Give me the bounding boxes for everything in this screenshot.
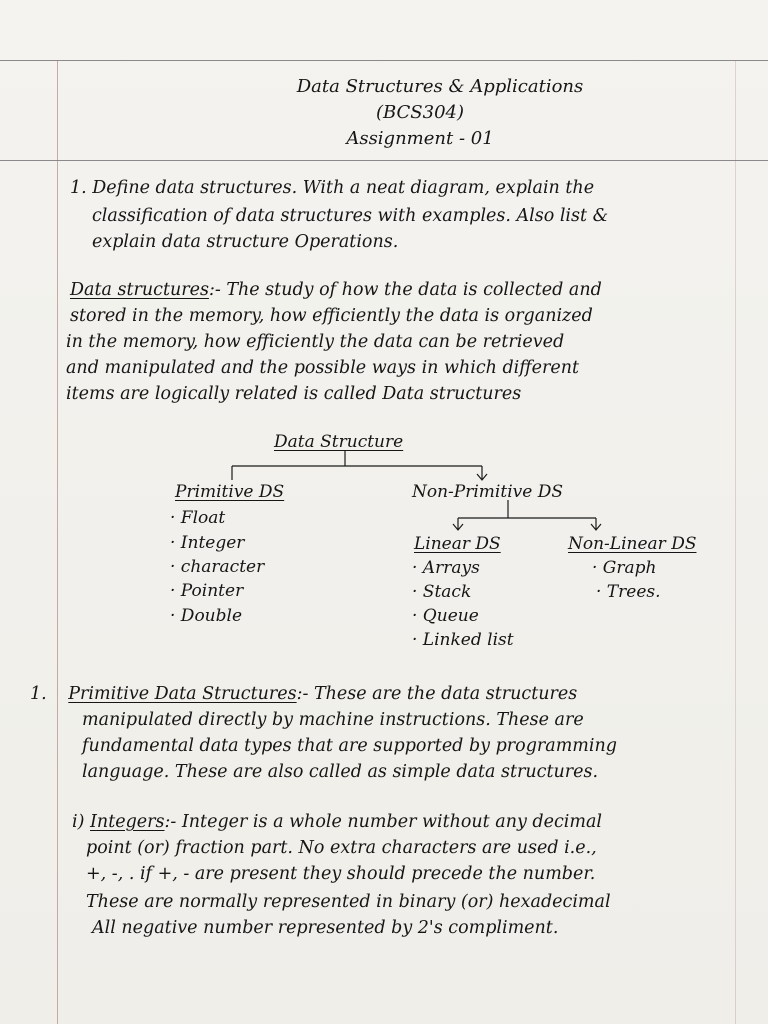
diagram-primitive: Primitive DS <box>175 482 285 502</box>
non-linear-item: · Trees. <box>596 582 661 602</box>
definition-term: Data structures <box>70 280 209 300</box>
primitive-section-line-2: manipulated directly by machine instructions. These are <box>82 710 584 730</box>
definition-line-3: in the memory, how efficiently the data can be retrieved <box>66 332 565 352</box>
integers-line-1 <box>72 814 602 832</box>
question-line-1: 1. Define data structures. With a neat diagram, explain the <box>70 178 595 198</box>
page-title: Data Structures & Applications <box>296 76 584 97</box>
primitive-section-term: Primitive Data Structures <box>68 684 297 704</box>
integers-marker: i) <box>72 812 85 832</box>
question-line-2: classification of data structures with examples. Also list & <box>92 206 609 226</box>
primitive-section-line-1 <box>30 686 577 704</box>
diagram-non-primitive: Non-Primitive DS <box>412 482 563 502</box>
definition-line-2: stored in the memory, how efficiently the data is organized <box>70 306 593 326</box>
integers-line-5: All negative number represented by 2's compliment. <box>92 918 559 938</box>
primitive-item: · Double <box>170 606 243 626</box>
definition-line-4: and manipulated and the possible ways in which different <box>66 358 580 378</box>
integers-line-4: These are normally represented in binary (or) hexadecimal <box>86 892 611 912</box>
primitive-section-line-4: language. These are also called as simple data structures. <box>82 762 599 782</box>
primitive-item: · Pointer <box>170 581 244 601</box>
primitive-section-line-3: fundamental data types that are supported by programming <box>82 736 617 756</box>
linear-item: · Arrays <box>412 558 480 578</box>
primitive-item: · character <box>170 557 265 577</box>
primitive-section-line-1-rest: :- These are the data structures <box>296 684 578 704</box>
diagram-linear: Linear DS <box>414 534 501 554</box>
integers-term: Integers <box>90 812 165 832</box>
linear-item: · Stack <box>412 582 472 602</box>
diagram-root: Data Structure <box>274 432 404 452</box>
primitive-item: · Integer <box>170 533 245 553</box>
definition-line-5: items are logically related is called Data structures <box>66 384 522 404</box>
primitive-item: · Float <box>170 508 226 528</box>
integers-line-2: point (or) fraction part. No extra characters are used i.e., <box>86 838 597 858</box>
linear-item: · Linked list <box>412 630 514 650</box>
primitive-section-number: 1. <box>30 684 47 704</box>
question-line-3: explain data structure Operations. <box>92 232 399 252</box>
non-linear-item: · Graph <box>592 558 657 578</box>
integers-line-1-rest: :- Integer is a whole number without any decimal <box>164 812 603 832</box>
linear-item: · Queue <box>412 606 479 626</box>
assignment-number: Assignment - 01 <box>346 128 494 149</box>
integers-line-3: +, -, . if +, - are present they should precede the number. <box>86 864 596 884</box>
definition-line-1-rest: :- The study of how the data is collected and <box>208 280 602 300</box>
diagram-non-linear: Non-Linear DS <box>568 534 697 554</box>
course-code: (BCS304) <box>375 102 465 123</box>
